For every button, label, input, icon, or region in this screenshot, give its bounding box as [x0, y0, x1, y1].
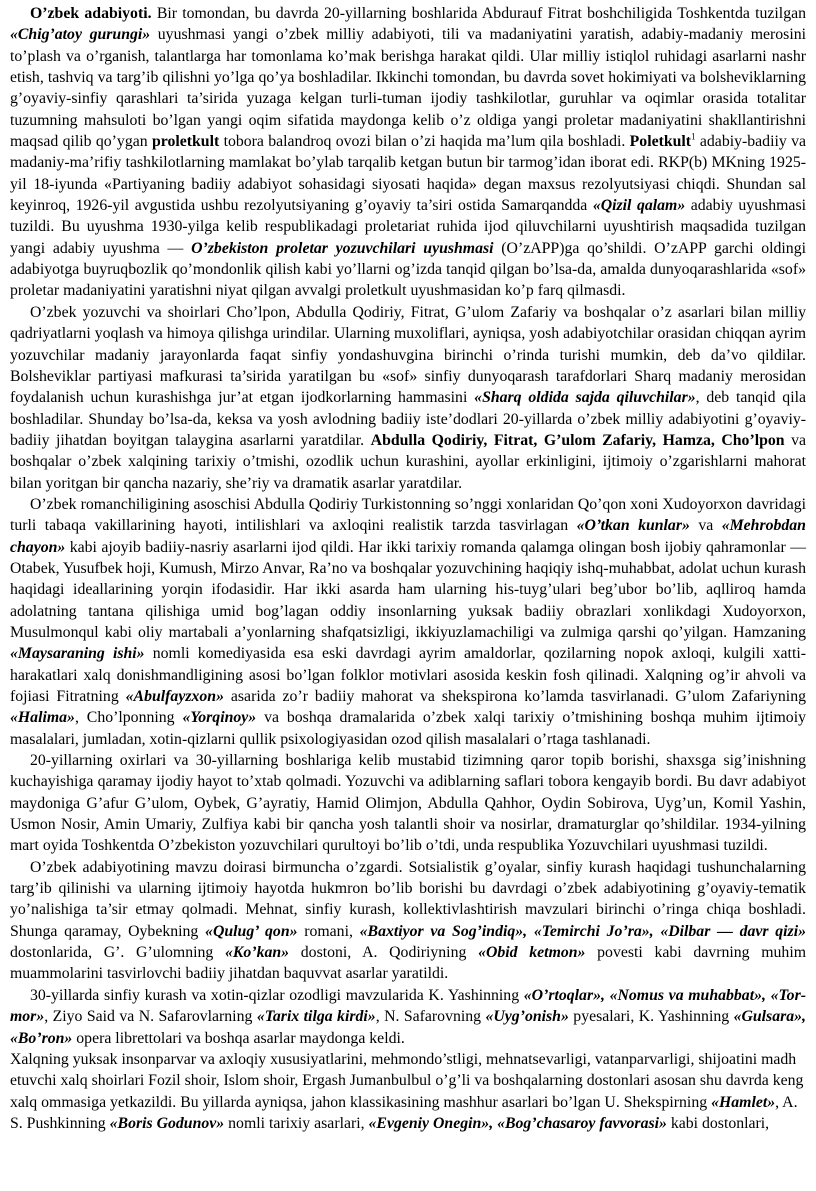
text-run: Bir tomondan, bu davrda 20-yillarning boshlarida Abdurauf Fitrat boshchiligida Toshkentda tuzilgan [151, 5, 806, 22]
title-reference: «Halima» [10, 709, 75, 727]
title-reference: «Qulug’ qon» [205, 922, 298, 940]
text-run: dostoni, A. Qodiriyning [289, 944, 479, 962]
text-run: opera librettolari va boshqa asarlar maydonga keldi. [72, 1029, 405, 1047]
title-reference: «Uyg’onish» [485, 1008, 569, 1026]
text-run: nomli komediyasida esa eski davrdagi ayrim amaldorlar, qozilarning nopok axloqi, kulgili xatti-harakatlari xalq donishmandligining asosi bo’lgan folklor motivlari asosida keskin fosh qilinadi. Xalqning og’ir ahvoli va fojiasi Fitratning [10, 645, 806, 705]
text-run: pyesalari, K. Yashinning [568, 1008, 734, 1026]
text-run: nomli tarixiy asarlari, [224, 1114, 369, 1132]
title-reference: «Obid ketmon» [478, 944, 586, 962]
title-reference: «Maysaraning ishi» [10, 645, 145, 663]
title-reference: «Abulfayzxon» [125, 688, 224, 705]
bold-text: O’zbek adabiyoti. [30, 5, 152, 22]
text-run: va boshqalar o’zbek xalqining tarixiy o’tmishi, ozodlik uchun kurashini, ayollar erkinligini, ijtimoiy o’zgarishlarni mahorat bilan yoritgan bir qancha nazariy, she’riy va dramatik asarlar yaratdilar. [10, 431, 807, 492]
paragraph-6 [10, 985, 806, 1049]
text-run: romani, [297, 922, 360, 940]
text-run: O’zbek adabiyotining mavzu doirasi birmuncha o’zgardi. Sotsialistik g’oyalar, sinfiy kurash haqidagi tushunchalarning targ’ib qilinishi va ularning ijtimoiy hayotda hukmron bo’lib borishi bu davrdagi o’zbek adabiyotining g’oyaviy-tematik yo’nalishiga ta’sir etmay qolmadi. Mehnat, sinfiy kurash, kollektivlashtirish mavzulari birinchi o’ringa chiqa boshladi. Shunga qaramay, Oybekning [10, 858, 806, 940]
bold-text: proletkult [151, 133, 220, 151]
title-reference: «O’tkan kunlar» [576, 517, 690, 535]
bold-text: Abdulla Qodiriy, Fitrat, G’ulom Zafariy, Hamza, Cho’lpon [370, 431, 785, 449]
title-reference: «Yorqinoy» [182, 709, 257, 727]
text-run: , Ziyo Said va N. Safarovlarning [44, 1008, 257, 1026]
text-run: dostonlarida, G’. G’ulomning [10, 944, 225, 962]
text-run: (O’zAPP)ga qo’shildi. O’zAPP garchi oldingi adabiyotga buyruqbozlik qo’mondonlik qilish kabi yo’llarni og’izda tanqid qilgan bo’lsa-da, amalda dunyoqarashlarida «sof» proletar madaniyatini yaratishni niyat qilgan avvalgi proletkult uyushmasidan ko’p farq qilmasdi. [10, 239, 806, 300]
text-run: adabiy-badiiy va madaniy-ma’rifiy tashkilotlarning mamlakat bo’ylab tarqalib ketgan butun bir tarmog’idan iborat edi. RKP(b) MKning 1925-yil 18-iyunda «Partiyaning badiiy adabiyot sohasidagi siyosati haqida» degan maxsus rezolyutsiyasi chiqdi. Shundan sal keyinroq, 1926-yil avgustida ushbu rezolyutsiyaning g’oyaviy ta’siri ostida Samarqandda [10, 133, 806, 215]
paragraph-7 [10, 1049, 806, 1134]
text-run: , Cho’lponning [74, 709, 183, 727]
paragraph-5 [10, 857, 806, 985]
title-reference: O’zbekiston proletar yozuvchilari uyushmasi [191, 239, 494, 257]
text-run: asarida zo’r badiiy mahorat va shekspirona ko’lamda tasvirlanadi. G’ulom Zafariyning [223, 688, 806, 705]
paragraph-3 [10, 494, 806, 750]
paragraph-2 [10, 302, 806, 494]
text-run: va boshqa dramalarida o’zbek xalqi tarixiy o’tmishining boshqa muhim ijtimoiy masalalari, jumladan, xotin-qizlarni qullik psixologiyasidan ozod qilish masalalari o’rtaga tashlanadi. [10, 709, 806, 748]
title-reference: «O’rtoqlar», «Nomus va muhabbat», «Tor-mor» [10, 986, 806, 1026]
title-reference: «Chig’atoy gurungi» [10, 26, 151, 44]
text-run: kabi dostonlari, [666, 1114, 770, 1132]
title-reference: «Baxtiyor va Sog’indiq», «Temirchi Jo’ra», «Dilbar — davr qizi» [359, 922, 806, 940]
text-run: adabiy uyushmasi tuzildi. Bu uyushma 1930-yilga kelib respublikadagi proletariat ruhida ijod qiluvchilarni uyushtirish maqsadida tuzilgan yangi adabiy uyushma — [10, 197, 806, 257]
title-reference: «Hamlet» [711, 1093, 776, 1111]
title-reference: «Tarix tilga kirdi» [256, 1008, 376, 1026]
text-run: , N. Safarovning [375, 1008, 486, 1026]
footnote-marker: 1 [691, 131, 696, 142]
text-run: O’zbek romanchiligining asoschisi Abdulla Qodiriy Turkistonning so’nggi xonlaridan Qo’qon xoni Xudoyorxon davridagi turli tabaqa vakillarining hayoti, intilishlari va axloqini realistik tarzda tasvirlagan [10, 495, 806, 535]
text-run: 20-yillarning oxirlari va 30-yillarning boshlariga kelib mustabid tizimning qaror topib borishi, shaxsga sig’inishning kuchayishiga qaramay ijodiy hayot to’xtab qolmadi. Yozuvchi va adiblarning saflari tobora kengayib bordi. Bu davr adabiyot maydoniga G’afur G’ulom, Oybek, G’ayratiy, Hamid Olimjon, Abdulla Qahhor, Oydin Sobirova, Uyg’un, Komil Yashin, Usmon Nosir, Amin Umariy, Zulfiya kabi bir qancha yosh talantli shoir va nosirlar, dramaturglar qo’shildilar. 1934-yilning mart oyida Toshkentda O’zbekiston yozuvchilari qurultoyi bo’lib o’tdi, unda respublika Yozuvchilari uyushmasi tuzildi. [10, 752, 806, 855]
text-run: tobora balandroq ovozi bilan o’zi haqida ma’lum qila boshladi. [219, 133, 630, 151]
title-reference: «Qizil qalam» [592, 197, 686, 215]
title-reference: «Boris Godunov» [109, 1114, 225, 1132]
title-reference: «Sharq oldida sajda qiluvchilar» [474, 389, 696, 407]
text-run: povesti kabi davrning muhim muammolarini tasvirlovchi badiiy jihatdan baquvvat asarlar yaratildi. [10, 944, 807, 983]
text-run: , deb tanqid qila boshladilar. Shunday bo’lsa-da, keksa va yosh avlodning badiiy iste’dodlari 20-yillarda o’zbek milliy adabiyotini g’oyaviy-badiiy jihatdan boyitgan talaygina asarlarni yaratdilar. [10, 389, 806, 449]
title-reference: «Evgeniy Onegin», «Bog’chasaroy favvorasi» [368, 1114, 667, 1132]
bold-text: Poletkult [629, 133, 692, 151]
text-run: va [689, 517, 722, 535]
text-run: uyushmasi yangi o’zbek milliy adabiyoti, tili va madaniyatini yaratish, adabiy-madaniy merosini to’plash va o’rganish, talantlarga har tomonlama ko’mak berishga harakat qildi. Ular milliy istiqlol ruhidagi asarlarni nashr etish, tashviq va targ’ib qilishni yo’lga qo’ya boshladilar. Ikkinchi tomondan, bu davrda sovet hokimiyati va bolsheviklarning g’oyaviy-sinfiy qarashlari ta’sirida yuzaga kelgan turli-tuman ijodiy tashkilotlar, guruhlar va oqimlar orasida totalitar tuzumning mahsuloti bo’lgan yangi oqim sifatida maydonga kelib o’z oldiga yangi proletar madaniyatini shakllantirishni maqsad qilib qo’ygan [10, 26, 806, 151]
title-reference: «Gulsara», «Bo’ron» [10, 1008, 806, 1047]
paragraph-1 [10, 3, 806, 302]
title-reference: «Ko’kan» [225, 944, 290, 962]
text-run: Xalqning yuksak insonparvar va axloqiy xususiyatlarini, mehmondo’stligi, mehnatsevarligi, vatanparvarligi, shijoatini madh etuvchi xalq shoirlari Fozil shoir, Islom shoir, Ergash Jumanbulbul o’g’li va boshqalarning dostonlari asosan shu davrda keng xalq ommasiga yetkazildi. Bu yillarda ayniqsa, jahon klassikasining mashhur asarlari bo’lgan U. Shekspirning [10, 1050, 804, 1111]
title-reference: «Mehrobdan chayon» [10, 517, 806, 556]
text-run: O’zbek yozuvchi va shoirlari Cho’lpon, Abdulla Qodiriy, Fitrat, G’ulom Zafariy va boshqalar o’z asarlari bilan milliy qadriyatlarni yoqlash va himoya qilishga urindilar. Ularning muxoliflari, ayniqsa, yosh adabiyotchilar orasidan chiqqan ayrim yozuvchilar madaniy jarayonlarda faqat sinfiy yondashuvgina birinchi o’rinda turishi mumkin, deb da’vo qildilar. Bolsheviklar partiyasi mafkurasi ta’sirida yaratilgan bu «sof» sinfiy dunyoqarash tarafdorlari Sharq madaniy merosidan foydalanish uchun kurashishga jur’at etgan ijodkorlarning hammasini [10, 303, 806, 407]
text-run: , A. S. Pushkinning [10, 1093, 798, 1132]
text-run: 30-yillarda sinfiy kurash va xotin-qizlar ozodligi mavzularida K. Yashinning [30, 986, 524, 1004]
text-run: kabi ajoyib badiiy-nasriy asarlarni ijod qildi. Har ikki tarixiy romanda qalamga olingan bosh ijobiy qahramonlar — Otabek, Yusufbek hoji, Kumush, Mirzo Anvar, Ra’no va boshqalar yozuvchining haqiqiy ishq-muhabbat, adolat uchun kurash haqidagi ideallarining yorqin ifodasidir. Har ikki asarda ham ularning his-tuyg’ulari beg’ubor bo’lib, aqlliroq hamda adolatning tantana qilishiga umid bog’lagan oddiy insonlarning yuksak badiiy obrazlari xonlikdagi Xudoyorxon, Musulmonqul kabi oliy martabali a’yonlarning shafqatsizligi, ikkiyuzlamachiligi va zulmiga qarshi qo’yilgan. Hamzaning [10, 538, 806, 641]
paragraph-4 [10, 750, 806, 857]
